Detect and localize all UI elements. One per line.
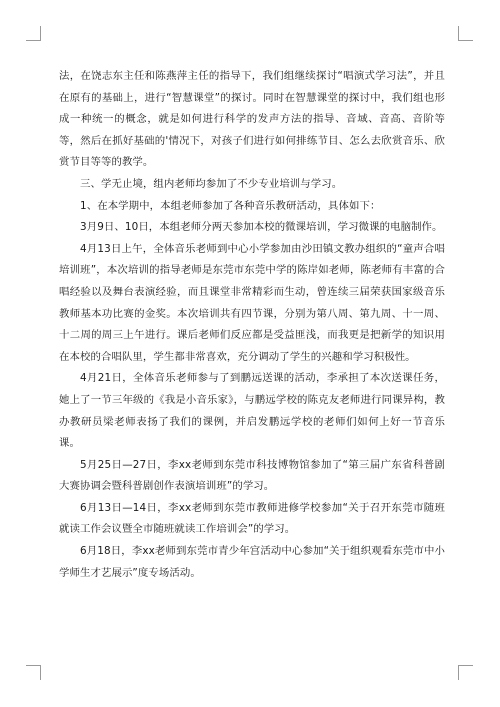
paragraph-2: 三、学无止境，组内老师均参加了不少专业培训与学习。 xyxy=(80,177,343,190)
crop-mark-top-left xyxy=(26,26,41,41)
document-body xyxy=(59,66,445,584)
crop-mark-bottom-right xyxy=(458,665,473,680)
paragraph-1: 法，在饶志东主任和陈燕萍主任的指导下，我们组继续探讨“唱演式学习法”，并且在原有的基础上，进行“智慧课堂”的探讨。同时在智慧课堂的探讨中，我们组也形成一种统一的概念，就是如何进行科学的发声方法的指导、音域、音高、音阶等等，然后在抓好基础的'情况下，对孩子们进行如何排练节目、怎么去欣赏音乐、欣赏节目等等的教学。 xyxy=(59,70,445,169)
paragraph-6: 4月21日，全体音乐老师参与了到鹏远送课的活动，李承担了本次送课任务，她上了一节三年级的《我是小音乐家》，与鹏远学校的陈克友老师进行同课异构，教办教研员梁老师表扬了我们的课例，并启发鹏远学校的老师们如何上好一节音乐课。 xyxy=(59,372,445,450)
crop-mark-top-right xyxy=(458,26,473,41)
paragraph-3: 1、在本学期中，本组老师参加了各种音乐教研活动，具体如下： xyxy=(80,199,381,212)
paragraph-5: 4月13日上午，全体音乐老师到中心小学参加由沙田镇文教办组织的“童声合唱培训班”，本次培训的指导老师是东莞市东莞中学的陈岸如老师，陈老师有丰富的合唱经验以及舞台表演经验，而且课堂非常精彩而生动，曾连续三届荣获国家级音乐教师基本功比赛的金奖。本次培训共有四节课，分别为第八周、第九周、十一周、十二周的周三上午进行。课后老师们反应都是受益匪浅，而我更是把新学的知识用在本校的合唱队里，学生都非常喜欢，充分调动了学生的兴趣和学习积极性。 xyxy=(59,242,445,363)
crop-mark-bottom-left xyxy=(26,665,41,680)
paragraph-8: 6月13日—14日，李xx老师到东莞市教师进修学校参加“关于召开东莞市随班就读工作会议暨全市随班就读工作培训会”的学习。 xyxy=(59,501,445,536)
paragraph-4: 3月9日、10日，本组老师分两天参加本校的微课培训，学习微课的电脑制作。 xyxy=(80,221,443,234)
paragraph-9: 6月18日，李xx老师到东莞市青少年宫活动中心参加“关于组织观看东莞市中小学师生才艺展示”度专场活动。 xyxy=(59,545,445,579)
paragraph-7: 5月25日—27日，李xx老师到东莞市科技博物馆参加了“第三届广东省科普剧大赛协调会暨科普剧创作表演培训班”的学习。 xyxy=(59,458,445,493)
